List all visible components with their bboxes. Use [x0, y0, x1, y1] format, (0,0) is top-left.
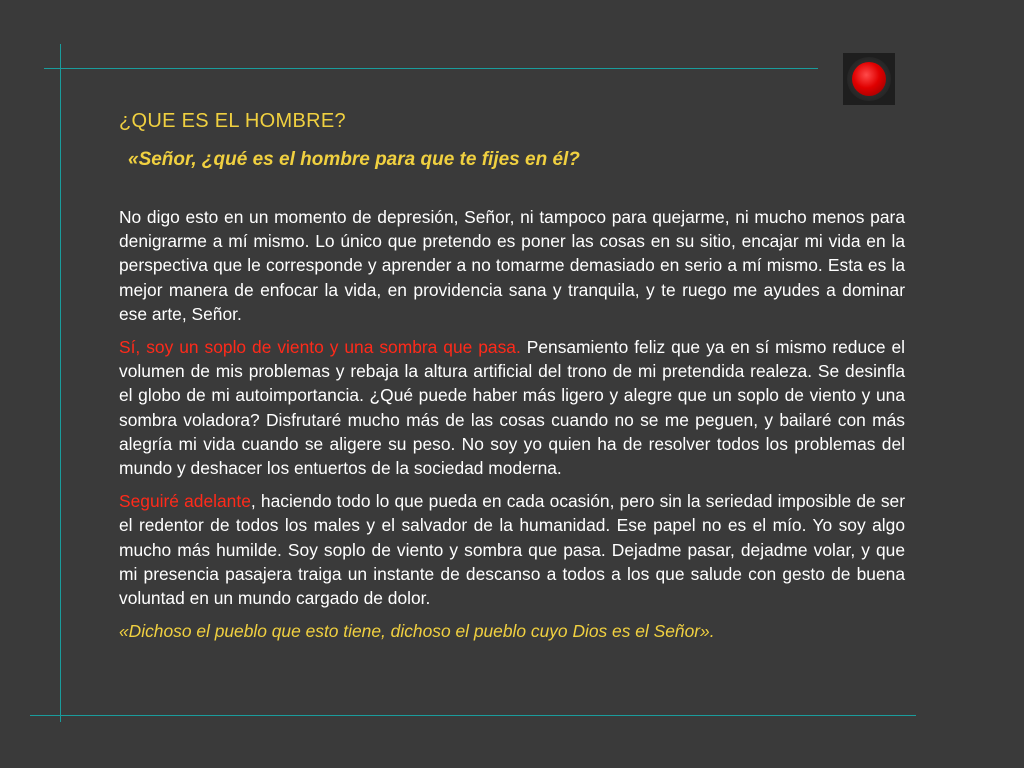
record-button[interactable] — [843, 53, 895, 105]
paragraph-2-highlight: Sí, soy un soplo de viento y una sombra que pasa. — [119, 337, 521, 358]
top-rule — [44, 68, 818, 69]
record-dot — [852, 62, 886, 96]
paragraph-1: No digo esto en un momento de depresión, Señor, ni tampoco para quejarme, ni mucho menos para denigrarme a mí mismo. Lo único que pretendo es poner las cosas en su sitio, encajar mi vida en la perspectiva que le corresponde y aprender a no tomarme demasiado en serio a mí mismo. Esta es la mejor manera de enfocar la vida, en providencia sana y tranquila, y te ruego me ayudes a dominar ese arte, Señor. — [119, 207, 905, 324]
slide-title: ¿QUE ES EL HOMBRE? — [119, 110, 346, 132]
paragraph-2-text: Pensamiento feliz que ya en sí mismo reduce el volumen de mis problemas y rebaja la altura artificial del trono de mi pretendida realeza. Se desinfla el globo de mi autoimportancia. ¿Qué puede haber más ligero y alegre que un soplo de viento y una sombra voladora? Disfrutaré mucho más de las cosas cuando no se me peguen, y bailaré con más alegría mi vida cuando se aligere su peso. No soy yo quien ha de resolver todos los problemas del mundo y deshacer los entuertos de la sociedad moderna. — [119, 337, 905, 479]
slide-body — [119, 205, 905, 652]
bottom-rule — [30, 715, 916, 716]
paragraph-3-highlight: Seguiré adelante — [119, 491, 251, 512]
closing-quote: «Dichoso el pueblo que esto tiene, dichoso el pueblo cuyo Dios es el Señor». — [119, 621, 715, 642]
left-rule — [60, 44, 61, 722]
paragraph-3 — [119, 489, 905, 610]
record-icon — [847, 57, 891, 101]
slide-subtitle: «Señor, ¿qué es el hombre para que te fijes en él? — [128, 149, 580, 170]
paragraph-2 — [119, 335, 905, 480]
paragraph-3-text: , haciendo todo lo que pueda en cada ocasión, pero sin la seriedad imposible de ser el redentor de todos los males y el salvador de la humanidad. Ese papel no es el mío. Yo soy algo mucho más humilde. Soy soplo de viento y sombra que pasa. Dejadme pasar, dejadme volar, y que mi presencia pasajera traiga un instante de descanso a todos a los que salude con gesto de buena voluntad en un mundo cargado de dolor. — [119, 491, 906, 609]
